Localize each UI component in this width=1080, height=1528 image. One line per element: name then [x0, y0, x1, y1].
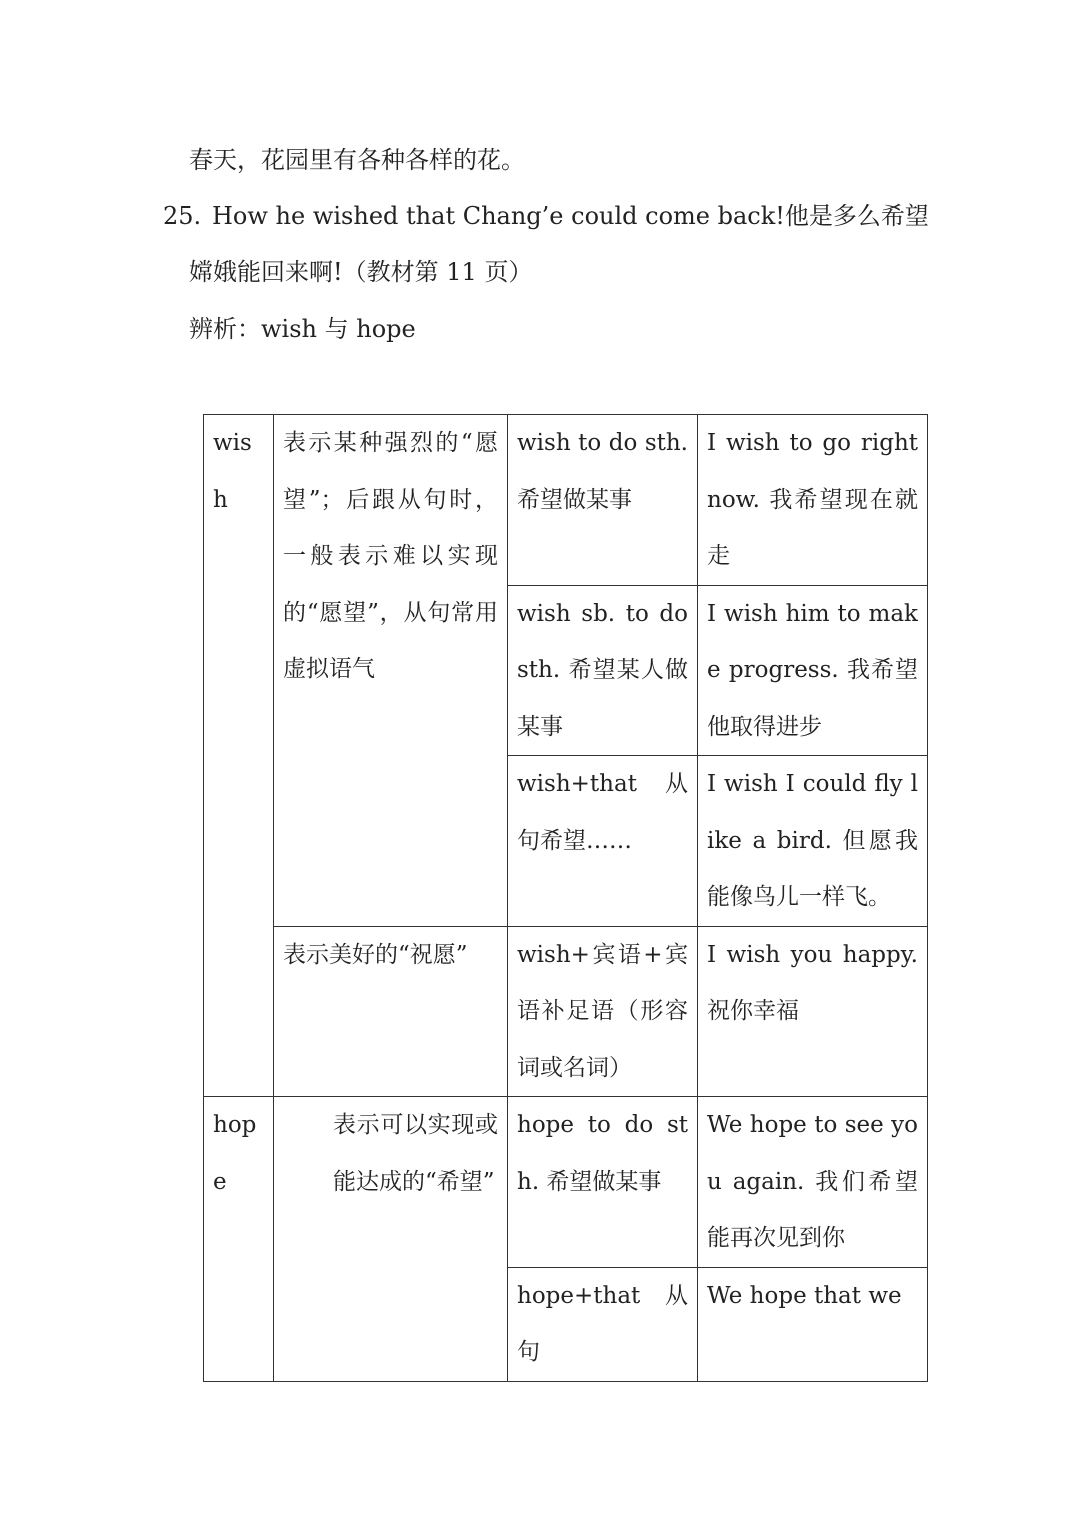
usage-cell: hope+that 从句 [508, 1267, 698, 1381]
example-cell: I wish him to make progress. 我希望他取得进步 [698, 585, 928, 756]
word-cell-wish: wish [204, 415, 274, 1097]
example-cell: I wish you happy. 祝你幸福 [698, 926, 928, 1097]
table-row [204, 1097, 928, 1268]
item-sentence: How he wished that Chang’e could come back!他是多么希望 [212, 202, 929, 230]
usage-cell: hope to do sth. 希望做某事 [508, 1097, 698, 1268]
example-cell: We hope that we [698, 1267, 928, 1381]
desc-cell-hope: 表示可以实现或能达成的“希望” [274, 1097, 508, 1382]
usage-cell: wish to do sth. 希望做某事 [508, 415, 698, 586]
usage-cell: wish+宾语+宾语补足语（形容词或名词） [508, 926, 698, 1097]
example-cell: I wish I could fly like a bird. 但愿我能像鸟儿一样飞。 [698, 756, 928, 927]
word-cell-hope: hope [204, 1097, 274, 1382]
wish-hope-comparison-table [203, 414, 928, 1382]
usage-cell: wish+that 从句希望…… [508, 756, 698, 927]
example-cell: I wish to go right now. 我希望现在就走 [698, 415, 928, 586]
desc-cell-blessing: 表示美好的“祝愿” [274, 926, 508, 1097]
table-row [204, 926, 928, 1097]
usage-cell: wish sb. to do sth. 希望某人做某事 [508, 585, 698, 756]
item-number: 25. [163, 202, 202, 230]
example-cell: We hope to see you again. 我们希望能再次见到你 [698, 1097, 928, 1268]
desc-cell-wish: 表示某种强烈的“愿望”；后跟从句时，一般表示难以实现的“愿望”，从句常用虚拟语气 [274, 415, 508, 927]
table-row [204, 415, 928, 586]
